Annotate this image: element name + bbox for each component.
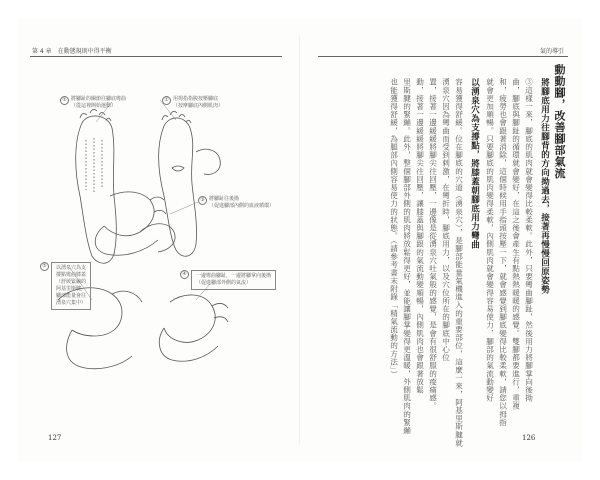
body-line: ③這樣一來，腳底的肌肉就會變得比較柔軟。此外，只要彎曲腳趾，然後用力將腳掌向後拗 [524,78,534,402]
body-line: 容易獲得舒緩。位在腳底的穴道（湧泉穴），是腳部能量氣機進入的重要部位，這麼一來，阿基里斯腱就 [454,78,464,447]
body-line: 也能獲得舒緩，為腿部內側容易使力的狀態。（請參考書末附錄「精氣流動的方法」） [389,78,399,379]
page-number-left: 127 [48,434,62,442]
caption-text: 將腳趾往後拗 （促進腳部內側的血液循環） [209,196,275,209]
running-header-left: 第 4 章 在動態規則中得平衡 [32,48,112,55]
body-line: 就會更加順暢。只要腳底的肌肉變得柔軟，內側肌肉就會變得容易使力，腳部的氣流動變好 [485,78,495,402]
body-line: 和，疲勞也會跟著消除，這個時候用手指頭按壓一下，就會感覺到腳底變得比較柔軟，請您以拇指 [498,78,508,427]
caption-4: ④ 一邊彎曲腳趾，一邊將腳掌向後拗 （促進腳部外側的氣流） [180,270,284,290]
caption-text: 用拇指指腹按壓腳底 （按摩腳底內側肌肉） [173,96,224,109]
caption-5: ⑤ 以湧泉穴為支 撐點彎曲膝蓋 （舒緩緊繃的 阿基里斯腱， 腳部能量會往 湧泉穴集中） [40,262,96,310]
caption-text: 以湧泉穴為支 撐點彎曲膝蓋 （舒緩緊繃的 阿基里斯腱， 腳部能量會往 湧泉穴集中） [51,262,91,310]
body-line: 湧泉穴因為彎曲而受到刺激，在彎折時，腳底用力，以及穴位所在的腳底中心位 [441,78,451,362]
body-line: 動，接著一邊緩緩將腳尖往回壓，讓膝蓋與腳跟的氣流動變順暢，內側肌肉也會跟著放鬆 [415,78,425,394]
body-line: 置，接著一邊緩緩將腳尖往回壓，一邊像是從湧泉穴吐氣般的感覺，是會有很舒服的痠痛感。 [428,78,438,411]
foot-sole-icon [76,116,117,263]
page-number-right: 126 [522,434,536,442]
caption-2: ② 將腳趾的關節往腳底彎曲 （從這裡開始運動） [60,96,132,110]
foot-flex-icon [164,295,215,342]
caption-text: 將腳趾的關節往腳底彎曲 （從這裡開始運動） [71,96,127,109]
caption-1: ① 用拇指指腹按壓腳底 （按摩腳底內側肌肉） [162,96,238,110]
subheading: 以湧泉穴為支撐點，將膝蓋朝腳底用力彎曲 [469,78,480,249]
running-header-right: 氣的導引 [539,48,564,55]
subheading: 將腳底用力往腳背的方向拗過去，接著再慢慢回原姿勢 [539,78,550,294]
caption-3: ③ 將腳趾往後拗 （促進腳部內側的血液循環） [198,196,278,210]
body-line: 里斯腱的緊繃。此外，整個腳部外側的肌肉將放鬆得更好，並能讓腳掌變得更溫暖，外側肌肉的緊繃 [402,78,412,435]
foot-sole-press-icon [159,118,197,256]
thumb-icon [196,149,220,174]
foot-toes-bent-icon [104,192,154,236]
section-title: 動動腳，改善腳部氣流 [553,64,566,179]
body-line: 曲，腳底與腳趾的循環就會變好，在這之後會產生有點熱熱暖暖的感覺。雙腳都要進行，重複 [511,78,521,411]
caption-text: 一邊彎曲腳趾，一邊將腳掌向後拗 （促進腳部外側的氣流） [191,270,276,290]
